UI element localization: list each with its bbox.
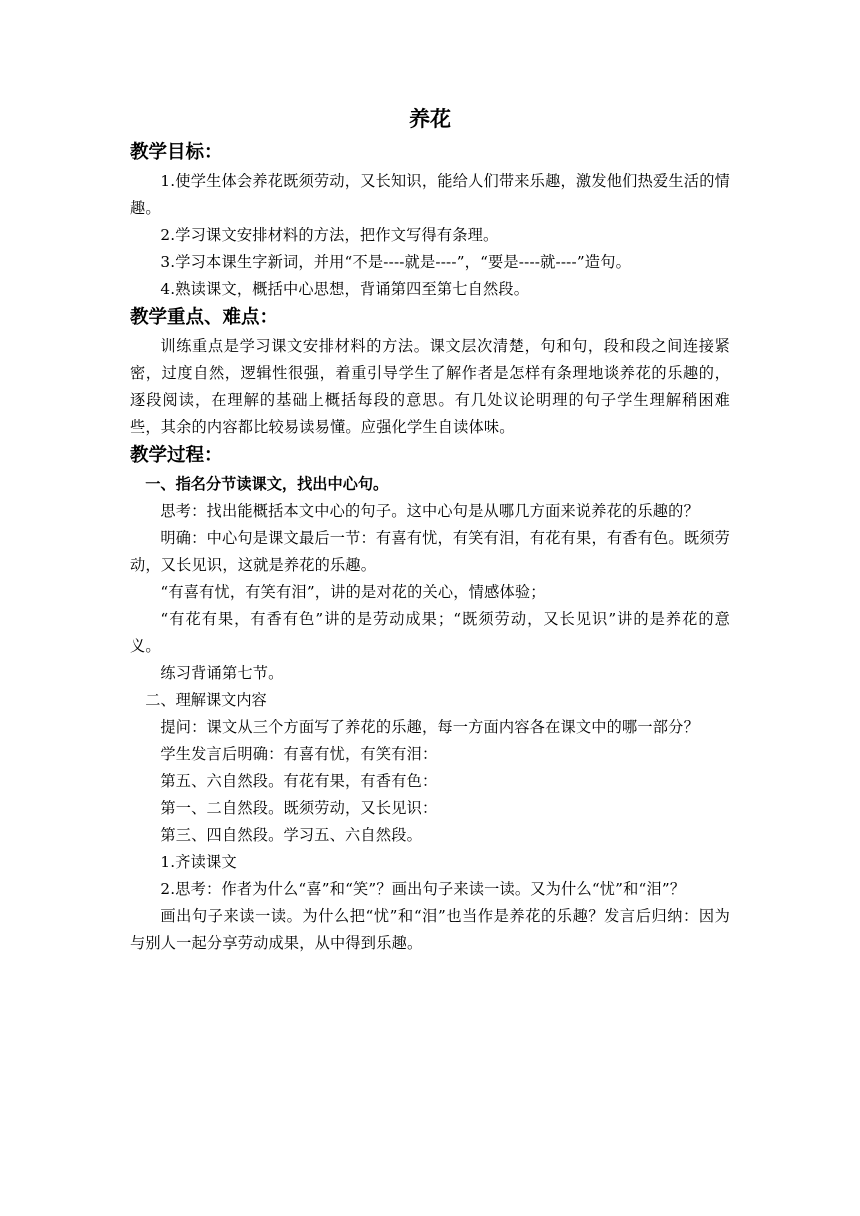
process-paragraph: 学生发言后明确：有喜有忧，有笑有泪： [160, 745, 438, 763]
keypoints-heading: 教学重点、难点： [130, 307, 279, 328]
document-title: 养花 [409, 107, 451, 131]
process-paragraph: 第一、二自然段。既须劳动，又长见识： [160, 799, 438, 817]
process-paragraph: 画出句子来读一读。为什么把“忧”和“泪”也当作是养花的乐趣？发言后归纳：因为与别人一起分享劳动成果，从中得到乐趣。 [130, 907, 730, 952]
process-paragraph: 明确：中心句是课文最后一节：有喜有忧，有笑有泪，有花有果，有香有色。既须劳动，又长见识，这就是养花的乐趣。 [130, 529, 730, 574]
process-part2-title: 二、理解课文内容 [145, 691, 267, 709]
process-paragraph: 2.思考：作者为什么“喜”和“笑”？画出句子来读一读。又为什么“忧”和“泪”？ [160, 880, 686, 898]
process-paragraph: 第五、六自然段。有花有果，有香有色： [160, 772, 438, 790]
goals-heading: 教学目标： [130, 142, 223, 163]
goals-section [130, 138, 730, 303]
process-paragraph: “有花有果，有香有色”讲的是劳动成果；“既须劳动，又长见识”讲的是养花的意义。 [130, 610, 730, 655]
process-heading: 教学过程： [130, 445, 223, 466]
goal-item: 1.使学生体会养花既须劳动，又长知识，能给人们带来乐趣，激发他们热爱生活的情趣。 [130, 172, 730, 217]
goal-item: 3.学习本课生字新词，并用“不是----就是----”，“要是----就----”造句。 [160, 253, 631, 271]
keypoints-section [130, 303, 730, 441]
process-paragraph: 1.齐读课文 [160, 853, 237, 871]
process-paragraph: “有喜有忧，有笑有泪”，讲的是对花的关心，情感体验； [160, 583, 546, 601]
goal-item: 4.熟读课文，概括中心思想，背诵第四至第七自然段。 [160, 280, 530, 298]
process-paragraph: 练习背诵第七节。 [160, 664, 284, 682]
process-paragraph: 第三、四自然段。学习五、六自然段。 [160, 826, 422, 844]
document-page [130, 104, 730, 957]
goal-item: 2.学习课文安排材料的方法，把作文写得有条理。 [160, 226, 499, 244]
process-section [130, 441, 730, 957]
process-paragraph: 思考：找出能概括本文中心的句子。这中心句是从哪几方面来说养花的乐趣的？ [160, 502, 699, 520]
process-paragraph: 提问：课文从三个方面写了养花的乐趣，每一方面内容各在课文中的哪一部分？ [160, 718, 699, 736]
process-part1-title: 一、指名分节读课文，找出中心句。 [145, 475, 389, 493]
keypoints-paragraph: 训练重点是学习课文安排材料的方法。课文层次清楚，句和句，段和段之间连接紧密，过度自然，逻辑性很强，着重引导学生了解作者是怎样有条理地谈养花的乐趣的，逐段阅读，在理解的基础上概括每段的意思。有几处议论明理的句子学生理解稍困难些，其余的内容都比较易读易懂。应强化学生自读体味。 [130, 337, 730, 436]
